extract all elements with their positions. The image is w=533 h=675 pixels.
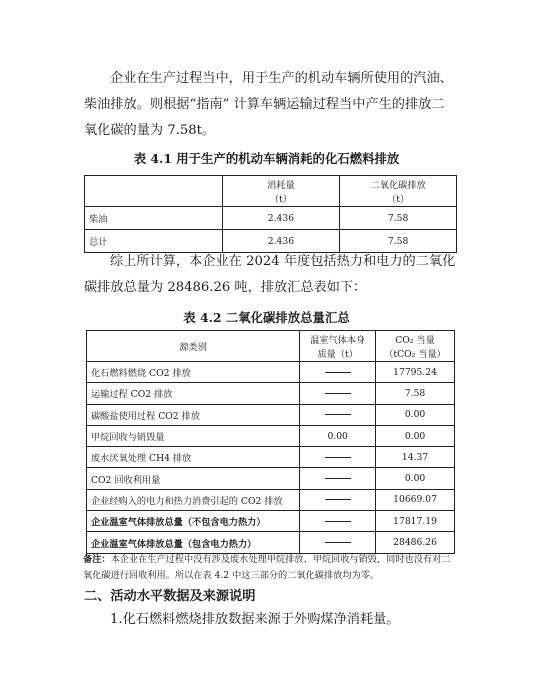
table2-cell-mass	[300, 447, 376, 468]
table2-cell-source: 企业温室气体排放总量（包含电力热力）	[87, 532, 300, 553]
activity-line-1: 1.化石燃料燃烧排放数据来源于外购煤净消耗量。	[110, 612, 400, 627]
activity-paragraph	[84, 607, 454, 633]
dash-mark	[325, 521, 351, 522]
table2-cell-source: 碳酸盐使用过程 CO2 排放	[87, 404, 300, 425]
table2-cell-mass	[300, 468, 376, 489]
table1-caption: 表 4.1 用于生产的机动车辆消耗的化石燃料排放	[133, 151, 400, 166]
fuel-emission-table	[84, 175, 457, 253]
table1-header-blank	[85, 176, 223, 207]
table2-cell-mass	[300, 532, 376, 553]
table1-cell-emission: 7.58	[340, 207, 457, 230]
table2-cell-co2: 17795.24	[376, 362, 455, 383]
table2-cell-co2: 0.00	[376, 404, 455, 425]
table2-cell-co2: 28486.26	[376, 532, 455, 553]
table2-cell-co2: 14.37	[376, 447, 455, 468]
table2-cell-co2: 7.58	[376, 383, 455, 404]
dash-mark	[325, 372, 351, 373]
dash-mark	[325, 499, 351, 500]
table1-cell-consumption: 2.436	[222, 207, 340, 230]
table2-cell-co2: 17817.19	[376, 511, 455, 532]
table-row	[87, 383, 455, 404]
summary-line-2: 碳排放总量为 28486.26 吨，排放汇总表如下：	[84, 280, 367, 295]
table1-header-consumption: 消耗量 （t）	[222, 176, 340, 207]
table1-header-emission: 二氧化碳排放 （t）	[340, 176, 457, 207]
note-line-2: 氧化碳进行回收利用。所以在表 4.2 中这三部分的二氧化碳排放均为零。	[83, 570, 380, 581]
summary-paragraph	[84, 249, 454, 301]
table-row	[87, 468, 455, 489]
table-row	[87, 447, 455, 468]
intro-line-3: 氧化碳的量为 7.58t。	[84, 123, 216, 138]
table-row	[85, 207, 457, 230]
table2-header-row	[87, 331, 455, 362]
table2-cell-mass	[300, 489, 376, 510]
table2-caption: 表 4.2 二氧化碳排放总量汇总	[183, 310, 350, 325]
table1-cell-name: 总计	[85, 230, 223, 253]
note-line-1	[83, 552, 455, 568]
table2-cell-mass	[300, 404, 376, 425]
table2-cell-co2: 0.00	[376, 468, 455, 489]
table2-body	[87, 362, 455, 554]
table2-cell-source: CO2 回收利用量	[87, 468, 300, 489]
table2-cell-source: 运输过程 CO2 排放	[87, 383, 300, 404]
table2-cell-mass	[300, 511, 376, 532]
table2-cell-source: 废水厌氧处理 CH4 排放	[87, 447, 300, 468]
table-row	[87, 489, 455, 510]
table2-cell-mass	[300, 383, 376, 404]
table-row	[87, 425, 455, 446]
note-text-1: 本企业在生产过程中没有涉及废水处理甲烷排放、甲烷回收与销毁，同时也没有对二	[110, 554, 451, 565]
table2-header-mass: 温室气体本身 质量（t）	[300, 331, 376, 362]
dash-mark	[325, 414, 351, 415]
table1-cell-consumption: 2.436	[222, 230, 340, 253]
section-heading: 二、活动水平数据及来源说明	[84, 589, 256, 604]
table2-cell-co2: 10669.07	[376, 489, 455, 510]
intro-paragraph	[84, 66, 454, 144]
table1-header-row	[85, 176, 457, 207]
intro-line-2: 柴油排放。则根据“指南” 计算车辆运输过程当中产生的排放二	[84, 97, 445, 112]
table2-cell-source: 企业经购入的电力和热力消费引起的 CO2 排放	[87, 489, 300, 510]
summary-line-1: 综上所计算，本企业在 2024 年度包括热力和电力的二氧化	[110, 254, 456, 269]
table-note	[83, 552, 455, 584]
dash-mark	[325, 457, 351, 458]
table2-cell-source: 甲烷回收与销毁量	[87, 425, 300, 446]
dash-mark	[325, 478, 351, 479]
table2-cell-source: 化石燃料燃烧 CO2 排放	[87, 362, 300, 383]
table2-header-co2: CO₂ 当量 （tCO₂ 当量）	[376, 331, 455, 362]
table2-cell-mass	[300, 362, 376, 383]
table2-cell-source: 企业温室气体排放总量（不包含电力热力）	[87, 511, 300, 532]
note-label: 备注：	[83, 554, 111, 565]
table-row	[87, 404, 455, 425]
table-row	[87, 362, 455, 383]
table2-cell-mass: 0.00	[300, 425, 376, 446]
dash-mark	[325, 542, 351, 543]
table1-cell-emission: 7.58	[340, 230, 457, 253]
table-row	[87, 532, 455, 553]
dash-mark	[325, 393, 351, 394]
table-row	[87, 511, 455, 532]
table2-cell-co2: 0.00	[376, 425, 455, 446]
emission-summary-table	[86, 330, 455, 554]
table1-cell-name: 柴油	[85, 207, 223, 230]
table2-header-source: 源类别	[87, 331, 300, 362]
intro-line-1: 企业在生产过程当中，用于生产的机动车辆所使用的汽油、	[110, 71, 453, 86]
